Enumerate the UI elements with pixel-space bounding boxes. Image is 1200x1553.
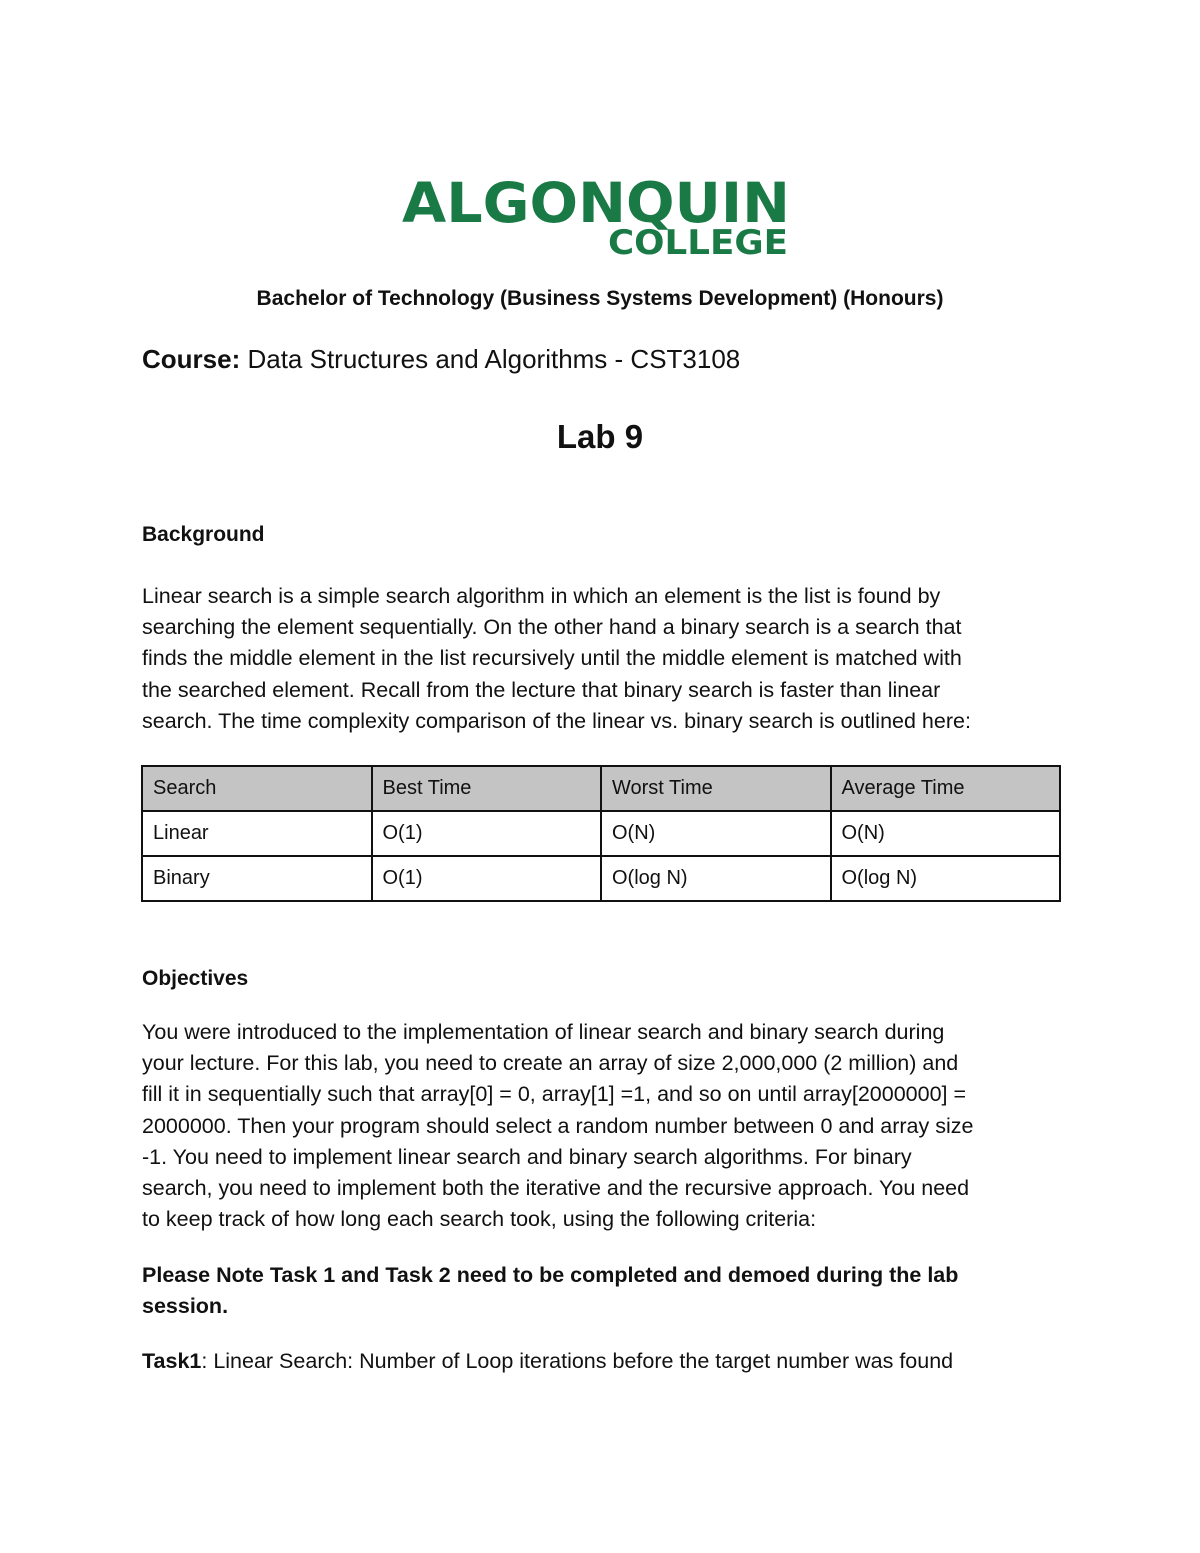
objectives-heading: Objectives — [142, 967, 249, 990]
note-line: Please Note Task 1 and Task 2 need to be completed and demoed during the lab — [142, 1263, 959, 1287]
course-label: Course: — [142, 344, 241, 374]
table-cell: Binary — [142, 856, 372, 901]
lab-title: Lab 9 — [556, 418, 644, 455]
table-cell: O(N) — [601, 811, 831, 856]
task1-line — [142, 1346, 953, 1376]
paragraph-line: 2000000. Then your program should select a random number between 0 and array size — [142, 1113, 974, 1138]
complexity-table — [141, 765, 1061, 902]
table-cell: Linear — [142, 811, 372, 856]
table-cell: O(1) — [372, 856, 602, 901]
task1-label: Task1 — [142, 1349, 202, 1373]
paragraph-line: searching the element sequentially. On the other hand a binary search is a search that — [142, 615, 962, 640]
paragraph-line: fill it in sequentially such that array[0] = 0, array[1] =1, and so on until array[2000000] = — [142, 1082, 967, 1107]
table-row — [142, 811, 1060, 856]
task1-text: : Linear Search: Number of Loop iterations before the target number was found — [201, 1349, 954, 1373]
logo-line1: ALGONQUIN — [402, 171, 790, 235]
objectives-paragraph — [142, 1017, 1062, 1235]
table-cell: O(log N) — [601, 856, 831, 901]
background-heading: Background — [142, 523, 265, 546]
paragraph-line: search, you need to implement both the iterative and the recursive approach. You need — [142, 1176, 970, 1201]
table-header-cell: Worst Time — [601, 766, 831, 811]
paragraph-line: -1. You need to implement linear search and binary search algorithms. For binary — [142, 1144, 912, 1169]
task-note — [142, 1260, 1062, 1322]
paragraph-line: your lecture. For this lab, you need to create an array of size 2,000,000 (2 million) and — [142, 1051, 959, 1076]
table-header-cell: Average Time — [831, 766, 1061, 811]
paragraph-line: to keep track of how long each search took, using the following criteria: — [142, 1207, 817, 1232]
background-paragraph — [142, 581, 1062, 737]
program-title: Bachelor of Technology (Business Systems Development) (Honours) — [256, 287, 944, 310]
paragraph-line: finds the middle element in the list recursively until the middle element is matched with — [142, 646, 962, 671]
college-logo — [400, 170, 792, 258]
logo-line2: COLLEGE — [608, 223, 788, 258]
table-cell: O(1) — [372, 811, 602, 856]
table-header-row — [142, 766, 1060, 811]
table-row — [142, 856, 1060, 901]
course-line — [142, 342, 740, 376]
table-header-cell: Search — [142, 766, 372, 811]
note-line: session. — [142, 1294, 229, 1319]
table-cell: O(log N) — [831, 856, 1061, 901]
paragraph-line: search. The time complexity comparison of the linear vs. binary search is outlined here: — [142, 708, 971, 733]
table-cell: O(N) — [831, 811, 1061, 856]
course-value: Data Structures and Algorithms - CST3108 — [240, 344, 741, 374]
table-header-cell: Best Time — [372, 766, 602, 811]
paragraph-line: Linear search is a simple search algorithm in which an element is the list is found by — [142, 584, 941, 608]
paragraph-line: You were introduced to the implementation of linear search and binary search during — [142, 1020, 945, 1044]
paragraph-line: the searched element. Recall from the lecture that binary search is faster than linear — [142, 677, 941, 702]
